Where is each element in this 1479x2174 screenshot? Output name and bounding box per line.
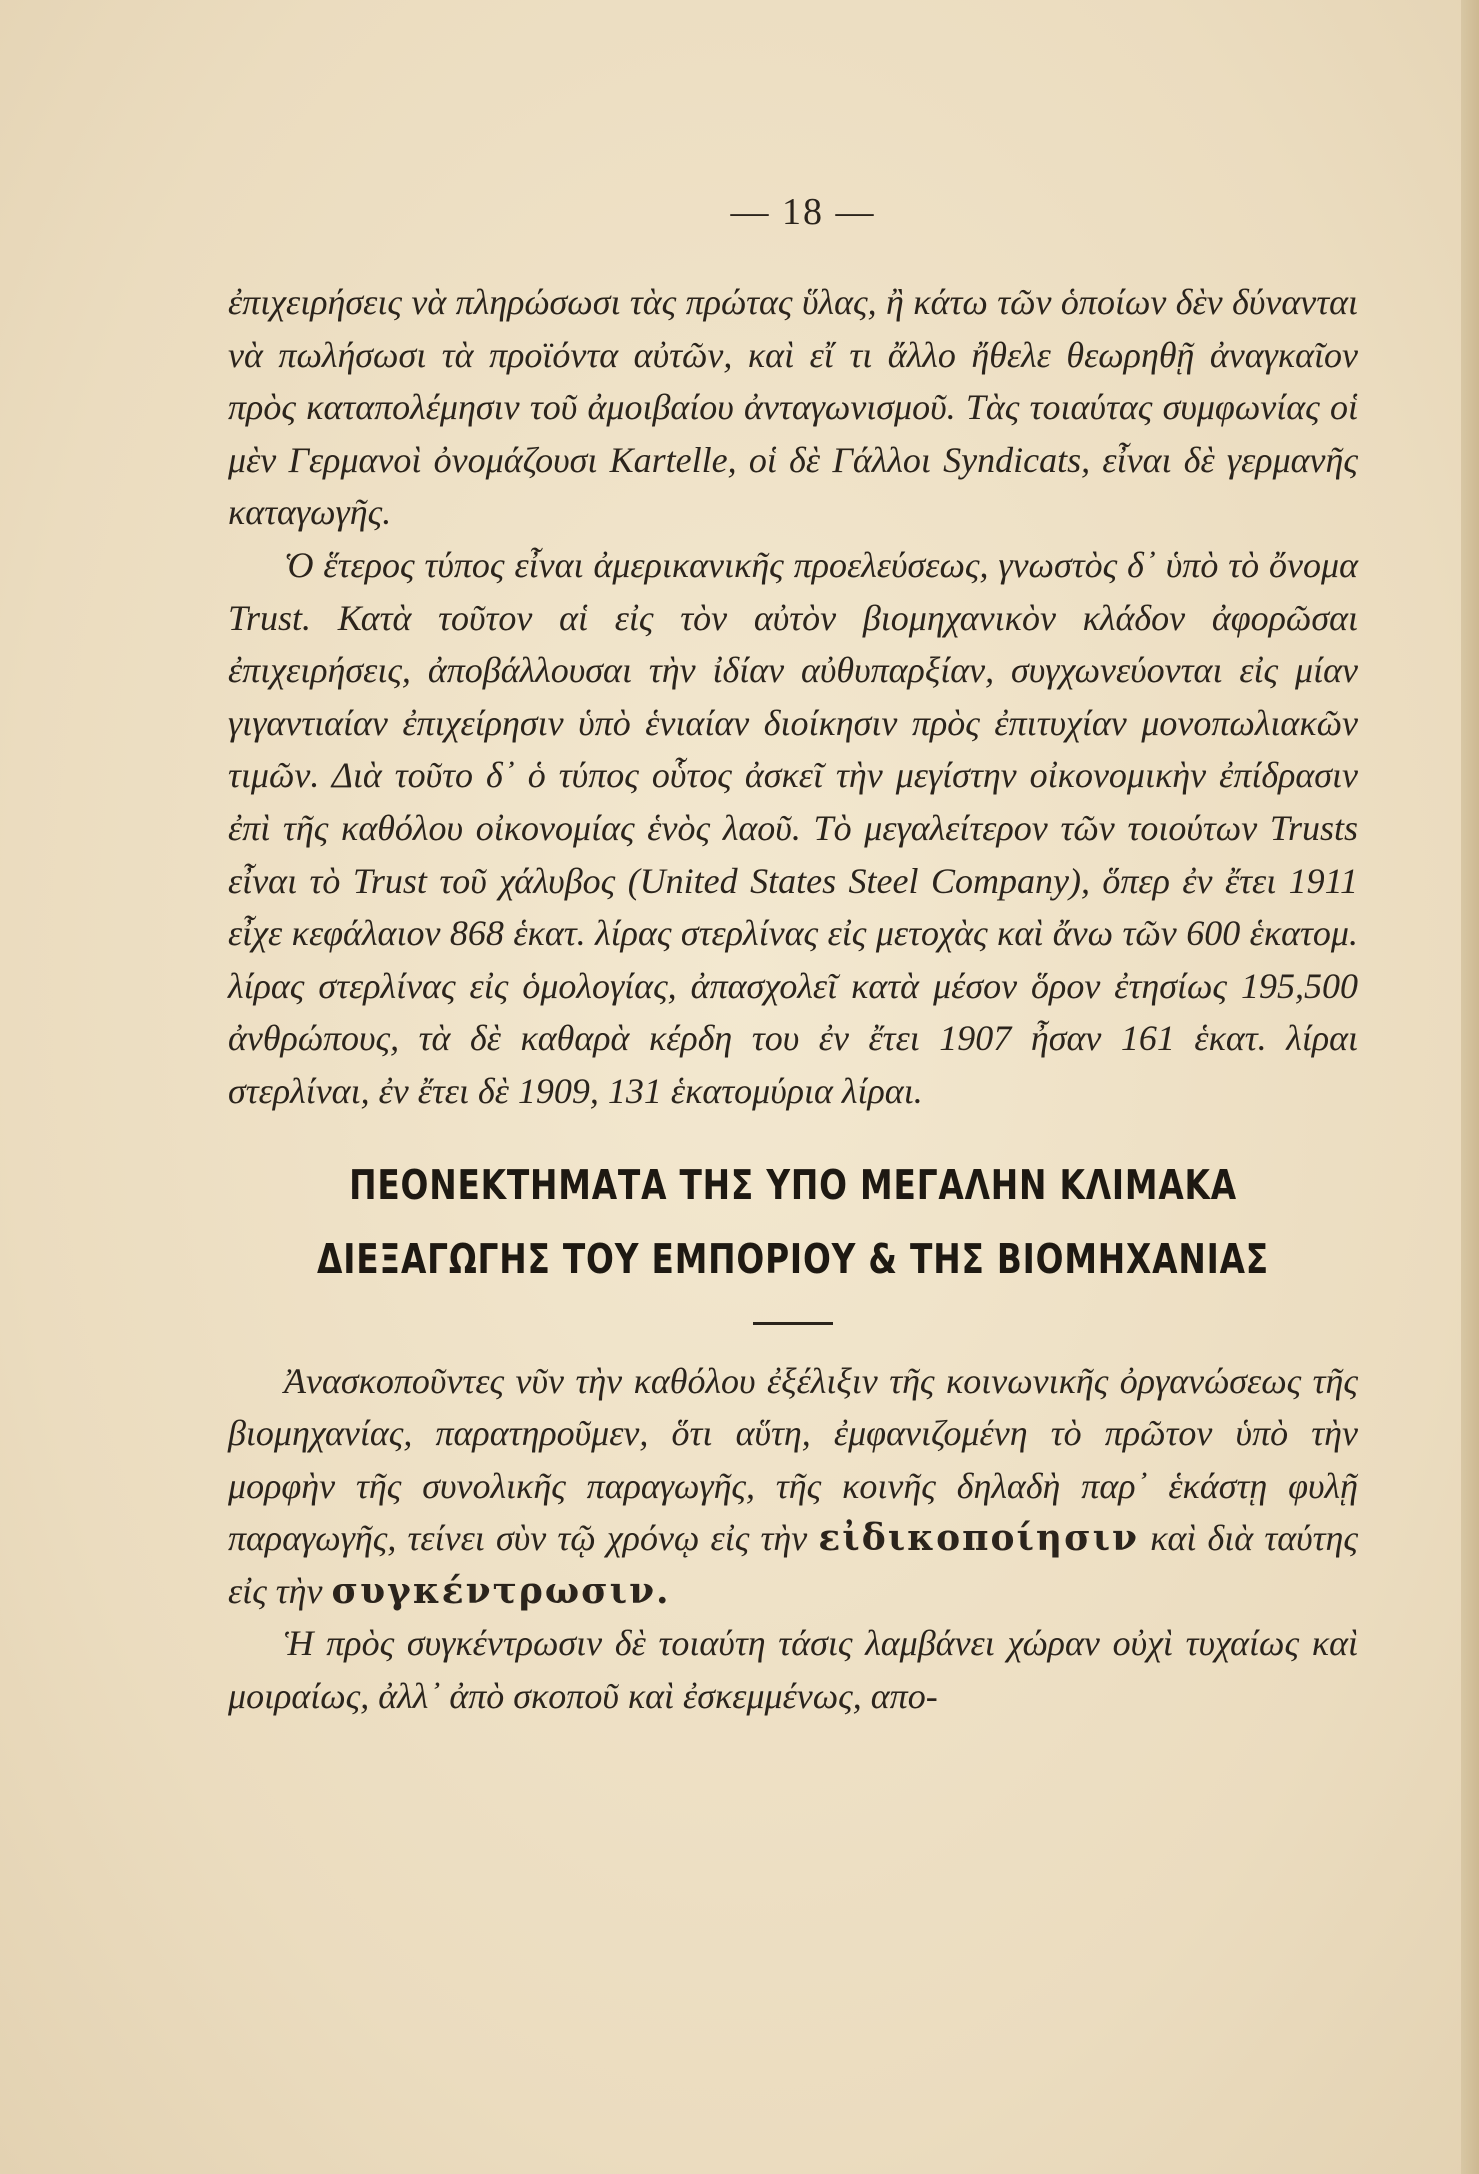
paragraph-3-text-c: καὶ διὰ ταύτης εἰς τὴν	[228, 1518, 1359, 1611]
paragraph-4	[228, 1617, 1358, 1722]
section-heading-line-2: ΔΙΕΞΑΓΩΓΗΣ ΤΟΥ ΕΜΠΟΡΙΟΥ & ΤΗΣ ΒΙΟΜΗΧΑΝΙΑΣ	[317, 1234, 1269, 1283]
paragraph-2	[228, 539, 1358, 1118]
paragraph-3	[228, 1355, 1358, 1618]
paragraph-3-text-a: Ἀνασκοποῦντες νῦν τὴν καθόλου ἐξέλιξιν τῆς κοινωνικῆς ὀργανώσεως τῆς βιομηχανίας, παρατηροῦμεν, ὅτι αὕτη, ἐμφανιζομένη τὸ πρῶτον ὑπὸ τὴν μορφὴν τῆς συνολικῆς παραγωγῆς, τῆς κοινῆς δηλαδὴ παρ᾽ ἑκάστῃ φυλῇ παραγωγῆς, τείνει σὺν τῷ χρόνῳ εἰς τὴν	[228, 1360, 1358, 1559]
page-edge-shadow	[1461, 0, 1479, 2174]
heading-divider	[753, 1322, 833, 1325]
emphasis-specialization: εἰδικοποίησιν	[818, 1517, 1140, 1560]
section-heading-line-1: ΠΕΟΝΕΚΤΗΜΑΤΑ ΤΗΣ ΥΠΟ ΜΕΓΑΛΗΝ ΚΛΙΜΑΚΑ	[349, 1160, 1237, 1209]
section-heading	[269, 1148, 1317, 1296]
emphasis-concentration: συγκέντρωσιν.	[331, 1569, 671, 1612]
paragraph-4-text: Ἡ πρὸς συγκέντρωσιν δὲ τοιαύτη τάσις λαμβάνει χώραν οὐχὶ τυχαίως καὶ μοιραίως, ἀλλ᾽ ἀπὸ σκοποῦ καὶ ἐσκεμμένως, απο-	[228, 1623, 1358, 1717]
paragraph-2-text: Ὁ ἕτερος τύπος εἶναι ἀμερικανικῆς προελεύσεως, γνωστὸς δ᾽ ὑπὸ τὸ ὄνομα Trust. Κατὰ τοῦτον αἱ εἰς τὸν αὐτὸν βιομηχανικὸν κλάδον ἀφορῶσαι ἐπιχειρήσεις, ἀποβάλλουσαι τὴν ἰδίαν αὐθυπαρξίαν, συγχωνεύονται εἰς μίαν γιγαντιαίαν ἐπιχείρησιν ὑπὸ ἑνιαίαν διοίκησιν πρὸς ἐπιτυχίαν μονοπωλιακῶν τιμῶν. Διὰ τοῦτο δ᾽ ὁ τύπος οὗτος ἀσκεῖ τὴν μεγίστην οἰκονομικὴν ἐπίδρασιν ἐπὶ τῆς καθόλου οἰκονομίας ἑνὸς λαοῦ. Τὸ μεγαλείτερον τῶν τοιούτων Trusts εἶναι τὸ Trust τοῦ χάλυβος (United States Steel Company), ὅπερ ἐν ἔτει 1911 εἶχε κεφάλαιον 868 ἑκατ. λίρας στερλίνας εἰς μετοχὰς καὶ ἄνω τῶν 600 ἑκατομ. λίρας στερλίνας εἰς ὁμολογίας, ἀπασχολεῖ κατὰ μέσον ὅρον ἐτησίως 195,500 ἀνθρώπους, τὰ δὲ καθαρὰ κέρδη του ἐν ἔτει 1907 ἦσαν 161 ἑκατ. λίραι στερλίναι, ἐν ἔτει δὲ 1909, 131 ἑκατομύρια λίραι.	[228, 544, 1358, 1111]
page-number: — 18 —	[730, 191, 876, 233]
paragraph-1: ἐπιχειρήσεις νὰ πληρώσωσι τὰς πρώτας ὕλας, ἢ κάτω τῶν ὁποίων δὲν δύνανται νὰ πωλήσωσι τὰ προϊόντα αὐτῶν, καὶ εἴ τι ἄλλο ἤθελε θεωρηθῇ ἀναγκαῖον πρὸς καταπολέμησιν τοῦ ἀμοιβαίου ἀνταγωνισμοῦ. Τὰς τοιαύτας συμφωνίας οἱ μὲν Γερμανοὶ ὀνομάζουσι Kartelle, οἱ δὲ Γάλλοι Syndicats, εἶναι δὲ γερμανῆς καταγωγῆς.	[228, 282, 1358, 533]
document-page	[228, 190, 1358, 1723]
